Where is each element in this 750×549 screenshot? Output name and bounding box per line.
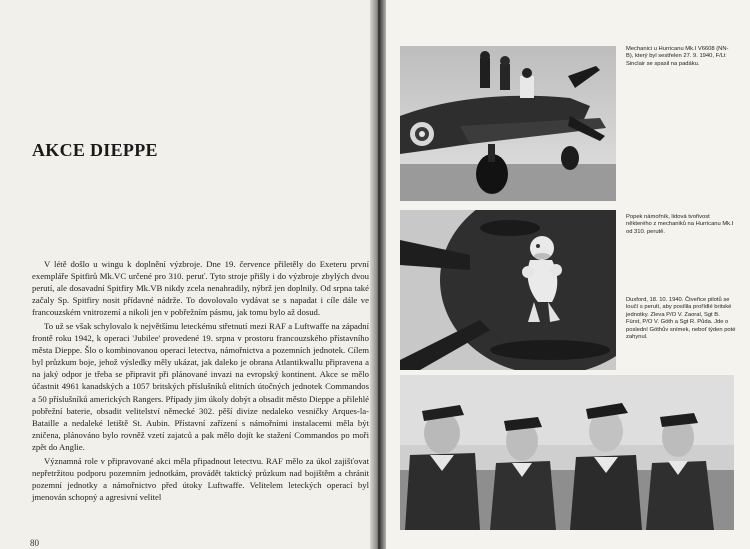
photo-popeye-nose-art [400,210,616,370]
paragraph-1: V létě došlo u wingu k doplnění výzbroje. Dne 19. července přiletěly do Exeteru první exempláře Spitfirů Mk.VC určené pro 310. peruť. Tyto stroje přišly i do výzbroje zbylých dvou perutí, ale dosavadní Spitfiry Mk.VB nikdy zcela nenahradily, nýbrž jen doplnily. Od srpna také začaly Sp. Spitfiry nosit přídavné nádrže. To dovolovalo vydávat se s napadat i cíle dále ve francouzském vnitrozemí a nikoli jen v pobřežním pásmu, jak tomu bylo až dosud. [32,259,369,318]
caption-2: Popek námořník, lidová tvořivost některého z mechaniků na Hurricanu Mk.I od 310. perutě. [626,214,734,235]
caption-1: Mechanici u Hurricanu Mk.I V6608 (NN-B), který byl sestřelen 27. 9. 1940, F/Lt Sinclair se spasil na padáku. [626,46,729,67]
caption-3: Duxford, 18. 10. 1940. Čtveřice pilotů se loučí s perutí, aby posílila prořídlé britské jednotky. Zleva P/O V. Zaoral, Sgt B. Fürst, P/O V. Göth a Sgt R. Půda. Jde o poslední Göthův snímek, neboť týden poté zahynul. [626,297,736,341]
page-number: 80 [30,538,39,548]
four-pilots-image [400,375,734,530]
book-gutter [370,0,386,549]
photo-hurricane-mechanics [400,46,616,201]
photo-four-pilots [400,375,734,530]
popeye-nose-art-image [400,210,616,370]
paragraph-2: To už se však schylovalo k největšímu leteckému střetnutí mezi RAF a Luftwaffe na západní frontě roku 1942, k operaci 'Jubilee' provedené 19. srpna v prostoru francouzského přístavního města Dieppe. Šlo o kombinovanou operaci letectva, námořnictva a pozemních jednotek. Cílem byl průzkum boje, jehož výsledky měly ukázat, jak daleko je obrana Atlantikwallu připravena a na jaký odpor je třeba se připravit při plánované invazi na evropský kontinent. Akce se mělo účastnit 4961 kanadských a 1057 britských příslušníků elitních útočných jednotek Commandos a 50 příslušníků amerických Rangers. Případy jim úkoly dobýt a obsadit město Dieppe a přilehlé pobřežní baterie, obsadit velitelství německé 302. pěší divize nedaleko vesničky Arques-la-Bataille a nedaleké letiště St. Aubin. Přístavní zařízení s námořními instalacemi měla být zničena, plánováno bylo rovněž vzetí zajatců a pak mělo dojít ke stažení Commandos po moři zpět do Anglie. [32,321,369,452]
chapter-heading: AKCE DIEPPE [32,140,158,160]
hurricane-mechanics-image [400,46,616,201]
paragraph-3: Významná role v připravované akci měla připadnout letectvu. RAF mělo za úkol zajišťovat nepřetržitou podporu pozemním jednotkám, provádět taktický průzkum nad bojištěm a chránit pozemní jednotky a námořnictvo před útoky Luftwaffe. Velitelem leteckých operací byl jmenován schopný a agresivní velitel [32,455,369,502]
right-page [379,0,750,549]
body-text [32,258,369,503]
